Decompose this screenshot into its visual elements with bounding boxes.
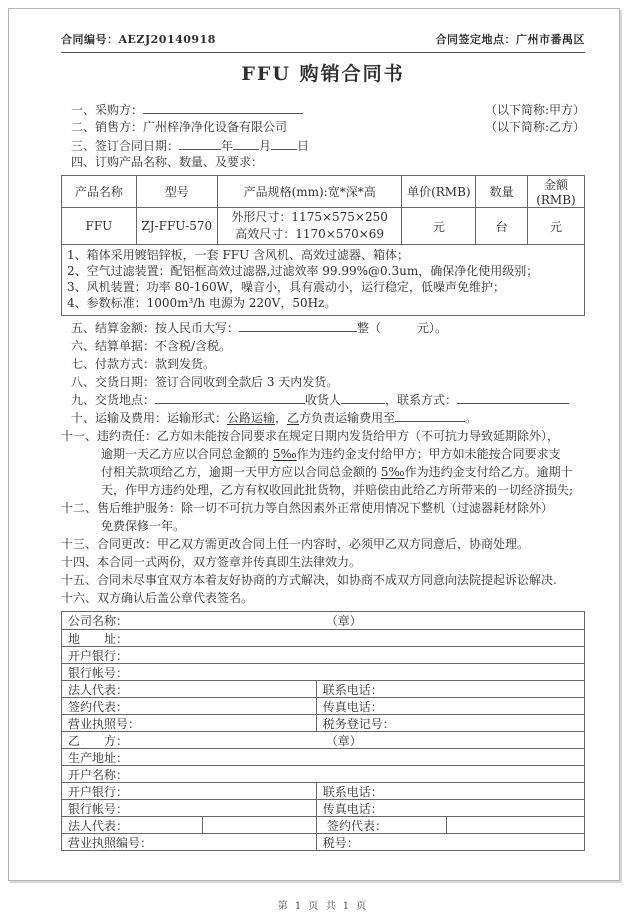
clause-text: 一、采购方： xyxy=(71,103,144,117)
clause-text: 乙 xyxy=(287,411,300,426)
party-info-table xyxy=(61,611,585,851)
note-line-2: 2、空气过滤装置：配铝框高效过滤器,过滤效率 99.99%@0.3um，确保净化使用级别； xyxy=(67,264,539,279)
contract-clause-line xyxy=(61,481,585,499)
col-header-product-name: 产品名称 xyxy=(62,176,137,208)
contract-clause-line xyxy=(61,101,585,119)
party-field-label: 公司名称： xyxy=(68,614,129,629)
product-model-cell: ZJ-FFU-570 xyxy=(136,208,217,245)
clause-text: 十五、合同未尽事宜双方本着友好协商的方式解决，如协商不成双方同意向法院提起诉讼解决. xyxy=(61,573,557,588)
clause-text: 免费保修一年。 xyxy=(101,519,186,534)
clause-text: 十三、合同更改：甲乙双方需更改合同上任一内容时，必须甲乙双方同意后，协商处理。 xyxy=(61,537,530,552)
clause-text: 方负责运输费用至 xyxy=(299,411,396,426)
party-field-label: 开户银行： xyxy=(68,648,129,663)
col-header-amount: 金额(RMB) xyxy=(527,176,584,208)
clause-line-left xyxy=(101,481,573,499)
contract-clause-line xyxy=(61,409,585,427)
clause-text: 收货人 xyxy=(305,393,342,408)
party-table-row xyxy=(62,646,584,663)
contract-clause-line xyxy=(61,517,585,535)
contract-clause-line xyxy=(61,319,585,337)
amount-cell: 元 xyxy=(527,208,584,245)
clause-line-left xyxy=(71,137,309,156)
clause-line-left xyxy=(71,373,338,391)
party-field-label: 税务登记号： xyxy=(322,716,395,731)
note-line-4: 4、参数标准：1000m³/h 电源为 220V，50Hz。 xyxy=(67,296,337,311)
intro-clauses xyxy=(61,101,585,172)
clause-text: 十六、双方确认后盖公章代表签名。 xyxy=(61,591,254,606)
clause-line-left xyxy=(61,535,529,553)
contract-clause-line xyxy=(61,427,585,445)
clause-text: 元）。 xyxy=(417,321,448,336)
party-table-row xyxy=(62,680,584,697)
contract-clause-line xyxy=(61,119,585,137)
page-title: FFU 购销合同书 xyxy=(241,63,405,85)
clause-text: 七、付款方式：款到发货。 xyxy=(71,357,216,372)
product-notes-row xyxy=(62,245,585,316)
party-field-label: 联系电话： xyxy=(322,784,383,799)
party-table-cell xyxy=(62,664,584,680)
party-table-row xyxy=(62,765,584,782)
party-table-cell xyxy=(62,647,584,663)
clause-text: 六、结算单据：不含税/含税。 xyxy=(71,339,232,354)
page-content xyxy=(9,9,619,912)
contract-clause-line xyxy=(61,137,585,155)
party-field-label: 开户银行： xyxy=(68,784,129,799)
party-table-cell xyxy=(316,800,584,816)
blank-line xyxy=(395,409,465,422)
clause-line-left xyxy=(61,589,253,607)
party-field-label: 联系电话： xyxy=(322,682,383,697)
contract-clause-line xyxy=(61,571,585,589)
party-table-cell xyxy=(202,817,316,833)
contract-clause-line xyxy=(61,445,585,463)
contract-clause-line xyxy=(61,337,585,355)
clause-line-right: （以下简称:乙方） xyxy=(484,119,585,134)
party-field-label: 银行帐号： xyxy=(68,665,129,680)
col-header-spec: 产品规格(mm):宽*深*高 xyxy=(217,176,402,208)
clause-text: 天，作甲方违约处理，乙方有权收回此批货物，并赔偿由此给乙方所带来的一切经济损失; xyxy=(101,483,574,498)
spec-line-outer: 外形尺寸：1175×575×250 xyxy=(231,210,388,225)
party-field-label: 签约代表： xyxy=(323,818,388,833)
clause-line-left xyxy=(61,571,557,589)
party-field-label: 传真电话： xyxy=(322,699,383,714)
clause-text: ，联系方式： xyxy=(385,393,458,408)
clause-text: 四、订购产品名称、数量、及要求： xyxy=(71,155,264,170)
clause-line-left xyxy=(71,355,215,373)
stamp-placeholder: （章） xyxy=(325,733,362,748)
contract-clause-line xyxy=(61,373,585,391)
blank-line xyxy=(155,391,305,404)
clause-text: 九、交货地点： xyxy=(71,393,156,408)
party-table-row xyxy=(62,816,584,833)
clause-text: 十一、违约责任：乙方如未能按合同要求在规定日期内发货给甲方（不可抗力导致延期除外）， xyxy=(61,429,560,444)
product-table xyxy=(61,175,585,316)
party-table-cell xyxy=(316,698,584,714)
clause-line-right: （以下简称:甲方） xyxy=(484,103,585,117)
party-table-cell xyxy=(62,800,316,816)
party-table-cell xyxy=(62,612,584,629)
document-header xyxy=(61,31,585,53)
unit-price-cell: 元 xyxy=(402,208,476,245)
clause-text: 十二、售后维护服务：除一切不可抗力等自然因素外正常使用情况下整机（过滤器耗材除外） xyxy=(61,501,554,516)
clause-text: 十、运输及费用：运输形式： xyxy=(71,411,228,426)
party-table-cell xyxy=(316,817,445,833)
party-field-label: 法人代表： xyxy=(68,818,129,833)
clause-text: 二、销售方：广州梓净净化设备有限公司 xyxy=(71,119,288,134)
blank-line xyxy=(457,391,569,404)
party-table-row xyxy=(62,799,584,816)
party-table-row xyxy=(62,714,584,731)
blank-line xyxy=(239,319,357,332)
clause-text: 作为违约金支付给乙方。逾期十 xyxy=(404,465,573,480)
clause-text: 三、签订合同日期： xyxy=(71,138,180,153)
party-field-label: 签约代表： xyxy=(68,699,129,714)
clause-text: 作为违约金支付给甲方；甲方如未能按合同要求支 xyxy=(296,447,561,462)
clause-text: ， xyxy=(275,411,288,426)
party-table-row xyxy=(62,629,584,646)
party-field-label: 开户名称： xyxy=(68,767,129,782)
contract-clause-line xyxy=(61,499,585,517)
stamp-placeholder: （章） xyxy=(325,614,362,629)
blank-line xyxy=(341,391,385,404)
party-table-cell xyxy=(316,681,584,697)
clause-line-left xyxy=(71,319,447,337)
party-table-cell xyxy=(62,698,316,714)
party-table-cell xyxy=(62,817,202,833)
clause-text: 日 xyxy=(297,138,310,153)
party-table-row xyxy=(62,697,584,714)
product-notes xyxy=(62,245,585,316)
blank-line xyxy=(143,101,303,114)
clause-text: 逾期一天乙方应以合同总金额的 xyxy=(101,447,273,462)
party-field-label: 传真电话： xyxy=(322,801,383,816)
clause-text: 年 xyxy=(221,138,234,153)
party-table-cell xyxy=(62,681,316,697)
contract-clause-line xyxy=(61,154,585,172)
party-table-cell xyxy=(316,715,584,731)
note-line-3: 3、风机装置：功率 80-160W，噪音小，具有震动小，运行稳定，低噪声免维护； xyxy=(67,280,506,295)
clause-text: 。 xyxy=(465,411,478,426)
clause-line-left xyxy=(61,553,361,571)
party-table-cell xyxy=(316,834,584,850)
party-table-cell xyxy=(62,766,584,782)
clause-text: 5‰ xyxy=(380,465,405,480)
contract-page xyxy=(8,8,620,912)
party-field-label: 银行帐号： xyxy=(68,801,129,816)
clause-text: 十四、本合同一式两份，双方签章并传真即生法律效力。 xyxy=(61,555,362,570)
clause-line-left xyxy=(61,499,553,517)
col-header-quantity: 数量 xyxy=(476,176,528,208)
blank-line xyxy=(271,137,297,150)
contract-clause-line xyxy=(61,355,585,373)
party-table-row xyxy=(62,612,584,629)
party-table-row xyxy=(62,748,584,765)
clause-line-left xyxy=(71,391,569,409)
contract-clause-line xyxy=(61,463,585,481)
party-field-label: 营业执照编号： xyxy=(68,835,153,850)
col-header-unit-price: 单价(RMB) xyxy=(402,176,476,208)
contract-clause-line xyxy=(61,589,585,607)
party-table-cell xyxy=(62,749,584,765)
clause-line-left xyxy=(71,154,263,172)
page-number: 第 1 页 共 1 页 xyxy=(277,901,369,912)
contract-clause-line xyxy=(61,553,585,571)
party-field-label: 乙 方： xyxy=(68,733,129,748)
clause-line-left xyxy=(101,463,573,481)
clause-text: 五、结算金额：按人民币大写： xyxy=(71,321,240,336)
clause-text xyxy=(381,321,417,335)
party-table-cell xyxy=(62,732,584,748)
clause-text: 整（ xyxy=(357,321,382,336)
product-table-header-row xyxy=(62,176,585,208)
party-table-cell xyxy=(446,817,584,833)
clause-line-left xyxy=(71,337,231,355)
party-table-cell xyxy=(62,783,316,799)
product-spec-cell xyxy=(217,208,402,245)
party-table-row xyxy=(62,833,584,850)
spec-line-hepa: 高效尺寸：1170×570×69 xyxy=(235,227,385,242)
quantity-cell: 台 xyxy=(476,208,528,245)
blank-line xyxy=(179,137,221,150)
contract-clause-line xyxy=(61,391,585,409)
party-table-cell xyxy=(62,715,316,731)
product-name-cell: FFU xyxy=(62,208,137,245)
clause-text: 公路运输 xyxy=(227,411,276,426)
clause-text: 付相关款项给乙方，逾期一天甲方应以合同总金额的 xyxy=(101,465,381,480)
party-table-row xyxy=(62,782,584,799)
clause-line-left xyxy=(101,445,561,463)
party-table-row xyxy=(62,731,584,748)
party-field-label: 法人代表： xyxy=(68,682,129,697)
party-field-label: 地 址： xyxy=(68,631,129,646)
clause-line-left xyxy=(71,119,287,137)
clause-line-left xyxy=(71,409,477,427)
product-row xyxy=(62,208,585,245)
contract-number: 合同编号：AEZJ20140918 xyxy=(61,33,216,46)
clause-text: 月 xyxy=(259,138,272,153)
party-table-cell xyxy=(62,630,584,646)
party-field-label: 营业执照号： xyxy=(68,716,141,731)
party-table-cell xyxy=(62,834,316,850)
contract-clause-line xyxy=(61,535,585,553)
party-field-label: 税号： xyxy=(322,835,359,850)
note-line-1: 1、箱体采用镀铝锌板，一套 FFU 含风机、高效过滤器、箱体； xyxy=(67,248,410,263)
clause-text: 5‰ xyxy=(272,447,297,462)
blank-line xyxy=(233,137,259,150)
party-field-label: 生产地址： xyxy=(68,750,129,765)
party-table-cell xyxy=(316,783,584,799)
clause-line-left xyxy=(61,427,559,445)
col-header-model: 型号 xyxy=(136,176,217,208)
signing-place: 合同签定地点：广州市番禺区 xyxy=(435,33,585,46)
clause-line-left xyxy=(101,517,185,535)
contract-clauses xyxy=(61,319,585,607)
clause-text: 八、交货日期：签订合同收到全款后 3 天内发货。 xyxy=(71,375,339,390)
party-table-row xyxy=(62,663,584,680)
clause-line-left xyxy=(71,101,303,120)
